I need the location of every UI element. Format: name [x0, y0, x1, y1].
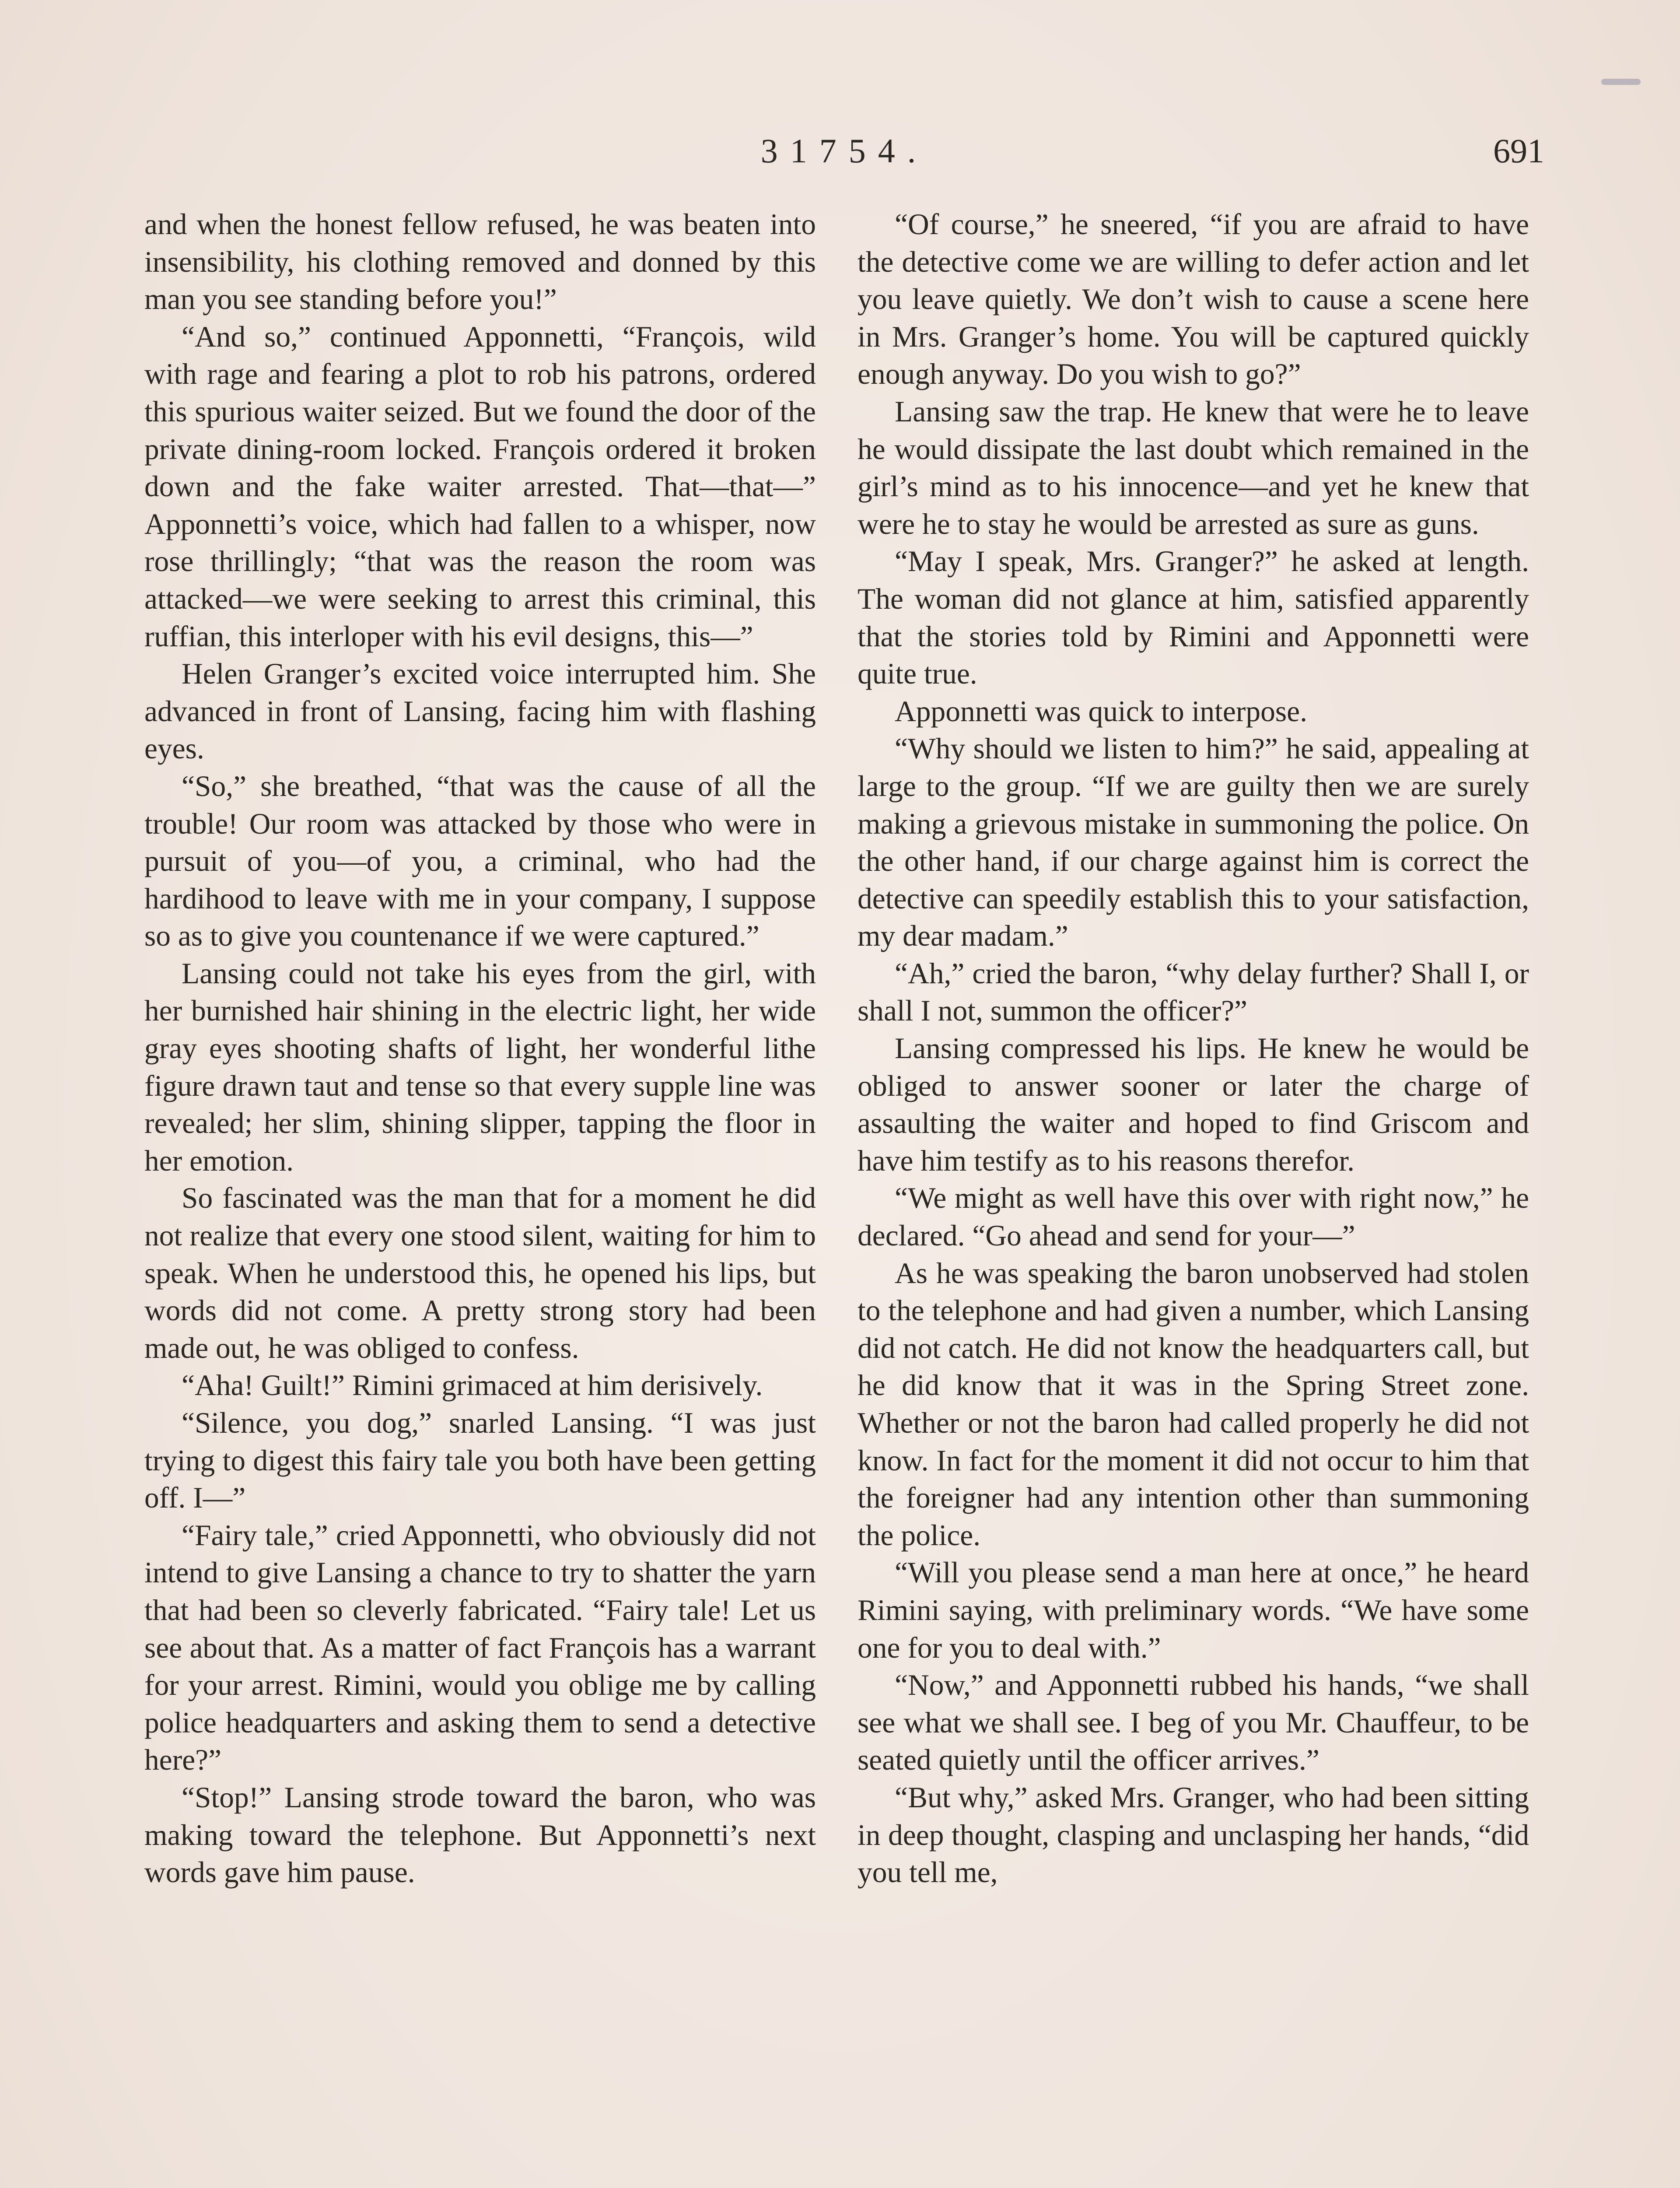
paragraph: “Now,” and Apponnetti rubbed his hands, “we shall see what we shall see. I beg of you Mr. Chauffeur, to be seated quietly until the officer arrives.” — [858, 1669, 1529, 1777]
paragraph: “And so,” continued Apponnetti, “François, wild with rage and fearing a plot to rob his patrons, ordered this spurious waiter seized. But we found the door of the private dining-room locked. François ordered it broken down and the fake waiter arrested. That—that—” Apponnetti’s voice, which had fallen to a whisper, now rose thrillingly; “that was the reason the room was attacked—we were seeking to arrest this criminal, this ruffian, this interloper with his evil designs, this—” — [144, 320, 816, 653]
right-column — [858, 206, 1529, 1891]
paragraph: “Aha! Guilt!” Rimini grimaced at him derisively. — [182, 1369, 763, 1402]
paragraph: So fascinated was the man that for a moment he did not realize that every one stood silent, waiting for him to speak. When he understood this, he opened his lips, but words did not come. A pretty strong story had been made out, he was obliged to confess. — [144, 1182, 816, 1364]
ink-smudge — [1601, 79, 1641, 85]
paragraph: “Fairy tale,” cried Apponnetti, who obviously did not intend to give Lansing a chance to try to shatter the yarn that had been so cleverly fabricated. “Fairy tale! Let us see about that. As a matter of fact François has a warrant for your arrest. Rimini, would you oblige me by calling police headquarters and asking them to send a detective here?” — [144, 1518, 816, 1777]
paragraph: “So,” she breathed, “that was the cause of all the trouble! Our room was attacked by those who were in pursuit of you—of you, a criminal, who had the hardihood to leave with me in your company, I suppose so as to give you countenance if we were captured.” — [144, 769, 816, 953]
left-column — [144, 206, 816, 1891]
serial-number: 31754. — [760, 132, 928, 170]
paragraph: Apponnetti was quick to interpose. — [895, 694, 1307, 728]
paragraph: and when the honest fellow refused, he was beaten into insensibility, his clothing removed and donned by this man you see standing before you!” — [144, 208, 816, 316]
paragraph: “Silence, you dog,” snarled Lansing. “I was just trying to digest this fairy tale you both have been getting off. I—” — [144, 1406, 816, 1515]
paragraph: Lansing compressed his lips. He knew he would be obliged to answer sooner or later the charge of assaulting the waiter and hoped to find Griscom and have him testify as to his reasons therefor. — [858, 1032, 1529, 1177]
paragraph: “Will you please send a man here at once,” he heard Rimini saying, with preliminary words. “We have some one for you to deal with.” — [858, 1556, 1529, 1664]
paragraph: “Ah,” cried the baron, “why delay further? Shall I, or shall I not, summon the officer?” — [858, 957, 1529, 1027]
paragraph: “But why,” asked Mrs. Granger, who had been sitting in deep thought, clasping and unclasping her hands, “did you tell me, — [858, 1781, 1529, 1889]
paragraph: “Of course,” he sneered, “if you are afraid to have the detective come we are willing to defer action and let you leave quietly. We don’t wish to cause a scene here in Mrs. Granger’s home. You will be captured quickly enough anyway. Do you wish to go?” — [858, 208, 1529, 391]
paragraph: “May I speak, Mrs. Granger?” he asked at length. The woman did not glance at him, satisfied apparently that the stories told by Rimini and Apponnetti were quite true. — [858, 545, 1529, 691]
page-header — [144, 131, 1544, 184]
paragraph: As he was speaking the baron unobserved had stolen to the telephone and had given a number, which Lansing did not catch. He did not know the headquarters call, but he did know that it was in the Spring Street zone. Whether or not the baron had called properly he did not know. In fact for the moment it did not occur to him that the foreigner had any intention other than summoning the police. — [858, 1256, 1529, 1552]
paragraph: “We might as well have this over with right now,” he declared. “Go ahead and send for your—” — [858, 1182, 1529, 1252]
paragraph: “Stop!” Lansing strode toward the baron, who was making toward the telephone. But Apponnetti’s next words gave him pause. — [144, 1781, 816, 1889]
paragraph: “Why should we listen to him?” he said, appealing at large to the group. “If we are guilty then we are surely making a grievous mistake in summoning the police. On the other hand, if our charge against him is correct the detective can speedily establish this to your satisfaction, my dear madam.” — [858, 732, 1529, 953]
paragraph: Lansing could not take his eyes from the girl, with her burnished hair shining in the electric light, her wide gray eyes shooting shafts of light, her wonderful lithe figure drawn taut and tense so that every supple line was revealed; her slim, shining slipper, tapping the floor in her emotion. — [144, 957, 816, 1177]
paragraph: Helen Granger’s excited voice interrupted him. She advanced in front of Lansing, facing him with flashing eyes. — [144, 657, 816, 765]
paragraph: Lansing saw the trap. He knew that were he to leave he would dissipate the last doubt which remained in the girl’s mind as to his innocence—and yet he knew that were he to stay he would be arrested as sure as guns. — [858, 395, 1529, 540]
page-number: 691 — [1493, 132, 1544, 170]
